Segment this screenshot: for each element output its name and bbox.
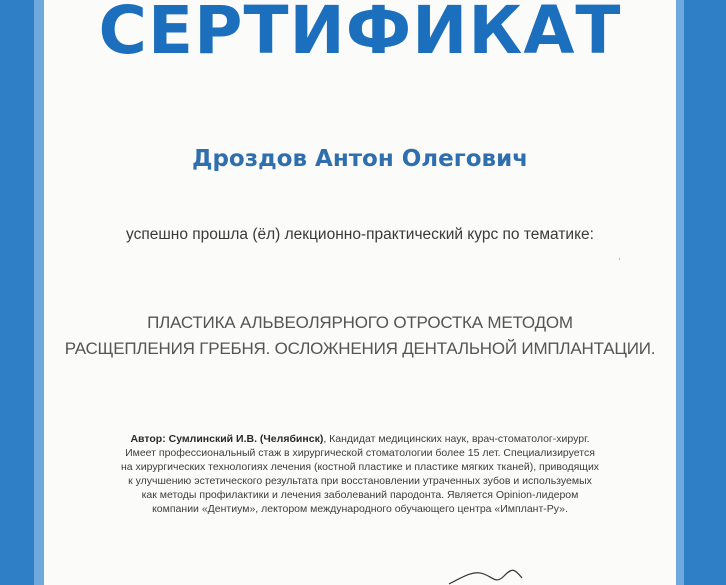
right-border-stripe [676,0,684,585]
course-title-line-1: ПЛАСТИКА АЛЬВЕОЛЯРНОГО ОТРОСТКА МЕТОДОМ [147,313,573,332]
author-line-3: на хирургических технологиях лечения (костной пластике и пластике мягких тканей), приводящих [120,461,600,473]
right-blue-border [676,0,726,585]
author-line-1 [94,432,626,446]
intro-text: успешно прошла (ёл) лекционно-практический курс по тематике: [126,226,594,243]
stray-mark: · [618,255,621,265]
left-border-stripe [34,0,44,585]
author-label: Автор: Сумлинский И.В. (Челябинск) [130,433,324,445]
author-description [94,432,626,516]
left-blue-border [0,0,44,585]
author-credentials: , Кандидат медицинских наук, врач-стоматолог-хирург. [323,433,590,445]
signature-mark [444,568,534,585]
author-line-6: компании «Дентиум», лектором международного обучающего центра «Имплант-Ру». [152,503,568,515]
recipient-name: Дроздов Антон Олегович [191,146,529,172]
author-line-2: Имеет профессиональный стаж в хирургической стоматологии более 15 лет. Специализируется [125,447,595,459]
author-line-4: к улучшению эстетического результата при восстановлении утраченных зубов и используемых [128,475,592,487]
course-title-line-2: РАСЩЕПЛЕНИЯ ГРЕБНЯ. ОСЛОЖНЕНИЯ ДЕНТАЛЬНОЙ ИМПЛАНТАЦИИ. [64,339,656,358]
course-title [44,310,676,362]
certificate-title: СЕРТИФИКАТ [98,0,622,69]
certificate-sheet [44,0,676,585]
author-line-5: как методы профилактики и лечения заболеваний пародонта. Является Opinion-лидером [141,489,579,501]
